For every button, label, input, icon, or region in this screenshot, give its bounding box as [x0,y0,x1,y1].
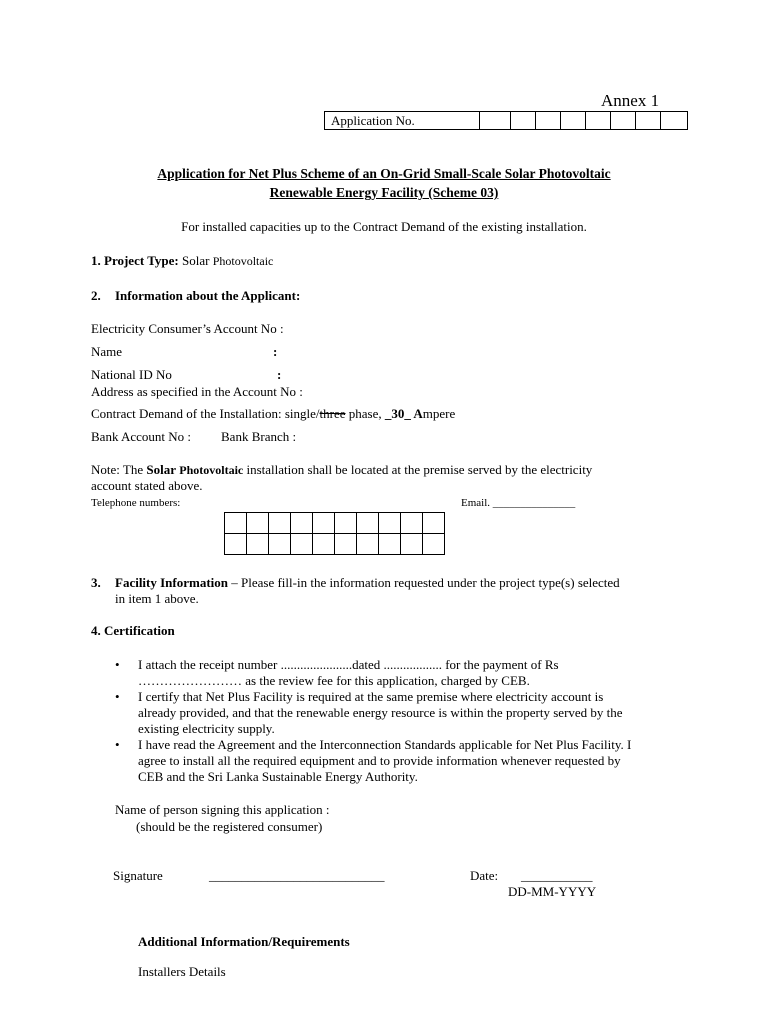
certification-line: agree to install all the required equipment and to provide information whenever requested by [138,753,621,768]
contract-demand-mid: phase, [345,406,385,421]
installers-details: Installers Details [138,964,226,979]
telephone-label: Telephone numbers: [91,497,181,509]
signature-label: Signature [113,868,163,883]
telephone-cell[interactable] [335,513,357,534]
national-id-colon: : [277,367,282,382]
signature-line[interactable]: ___________________________ [209,868,385,883]
bullet-symbol: • [115,737,120,752]
document-title-line-1: Application for Net Plus Scheme of an On-Grid Small-Scale Solar Photovoltaic [157,166,611,181]
contract-demand-field [91,406,455,422]
address-field: Address as specified in the Account No : [91,384,303,399]
national-id-field: National ID No [91,367,172,382]
annex-label: Annex 1 [601,91,660,110]
application-no-cell[interactable] [511,112,536,130]
certification-line: already provided, and that the renewable energy resource is within the property served by the [138,705,623,720]
bank-branch-field: Bank Branch : [221,429,297,444]
application-no-cell[interactable] [561,112,586,130]
certification-line: I certify that Net Plus Facility is required at the same premise where electricity account is [138,689,604,704]
additional-heading: Additional Information/Requirements [138,934,350,949]
application-no-cell[interactable] [480,112,511,130]
contract-demand-value: _30_ A [384,406,423,421]
section-3-text: – Please fill-in the information requested under the project type(s) selected [228,575,620,590]
note-line-2: account stated above. [91,478,203,493]
project-type-label: 1. Project Type: [91,253,179,268]
account-no-field: Electricity Consumer’s Account No : [91,321,284,336]
date-line[interactable]: ___________ [521,868,593,883]
telephone-cell[interactable] [401,534,423,555]
telephone-cell[interactable] [335,534,357,555]
telephone-cell[interactable] [313,513,335,534]
telephone-grid [224,512,445,555]
telephone-cell[interactable] [357,534,379,555]
note-solar: Solar [146,462,176,477]
project-type-value-small: Photovoltaic [212,254,274,268]
application-no-cell[interactable] [661,112,688,130]
application-no-cell[interactable] [586,112,611,130]
section-4-heading: 4. Certification [91,623,175,638]
date-label: Date: [470,868,499,883]
email-field: Email. _______________ [461,497,576,509]
application-no-table [324,111,688,130]
bullet-symbol: • [115,689,120,704]
signer-note: (should be the registered consumer) [136,819,323,834]
certification-item [115,737,632,785]
note-line-1 [91,462,592,478]
date-format: DD-MM-YYYY [508,884,597,899]
section-2-heading: Information about the Applicant: [115,288,301,303]
contract-demand-unit: mpere [422,406,456,421]
telephone-cell[interactable] [423,513,445,534]
certification-line: I have read the Agreement and the Interconnection Standards applicable for Net Plus Facility. I [138,737,632,752]
project-type-value: Solar [181,253,210,268]
telephone-cell[interactable] [225,534,247,555]
document-title-line-2: Renewable Energy Facility (Scheme 03) [269,185,499,200]
section-3-line-2: in item 1 above. [115,591,199,606]
telephone-cell[interactable] [247,513,269,534]
telephone-cell[interactable] [379,513,401,534]
contract-demand-struck: three [319,406,346,421]
note-rest: installation shall be located at the premise served by the electricity [243,462,593,477]
signer-label: Name of person signing this application : [115,802,330,817]
application-no-cell[interactable] [636,112,661,130]
certification-line: existing electricity supply. [138,721,275,736]
telephone-cell[interactable] [291,534,313,555]
telephone-cell[interactable] [313,534,335,555]
certification-line: I attach the receipt number ......................dated .................. for the payment of Rs [138,657,559,672]
bank-account-field: Bank Account No : [91,429,192,444]
application-no-cell[interactable] [611,112,636,130]
certification-line: …………………… as the review fee for this application, charged by CEB. [138,673,530,688]
section-3-line-1 [115,575,620,591]
telephone-cell[interactable] [423,534,445,555]
telephone-cell[interactable] [269,513,291,534]
telephone-cell[interactable] [401,513,423,534]
bullet-symbol: • [115,657,120,672]
name-field: Name [91,344,123,359]
telephone-cell[interactable] [291,513,313,534]
contract-demand-label: Contract Demand of the Installation: single/ [91,406,320,421]
certification-line: CEB and the Sri Lanka Sustainable Energy Authority. [138,769,418,784]
document-subtitle: For installed capacities up to the Contract Demand of the existing installation. [181,219,587,234]
telephone-cell[interactable] [357,513,379,534]
certification-list [115,657,632,785]
section-3-number: 3. [91,575,101,590]
note-prefix: Note: The [91,462,147,477]
section-3-heading: Facility Information [115,575,229,590]
telephone-cell[interactable] [225,513,247,534]
note-photovoltaic: Photovoltaic [179,463,244,477]
name-colon: : [273,344,278,359]
application-no-label: Application No. [325,112,480,130]
telephone-cell[interactable] [269,534,291,555]
certification-item [115,689,631,737]
application-no-cell[interactable] [536,112,561,130]
telephone-cell[interactable] [247,534,269,555]
project-type-row [91,253,273,269]
section-2-number: 2. [91,288,101,303]
certification-item [115,657,631,689]
telephone-cell[interactable] [379,534,401,555]
